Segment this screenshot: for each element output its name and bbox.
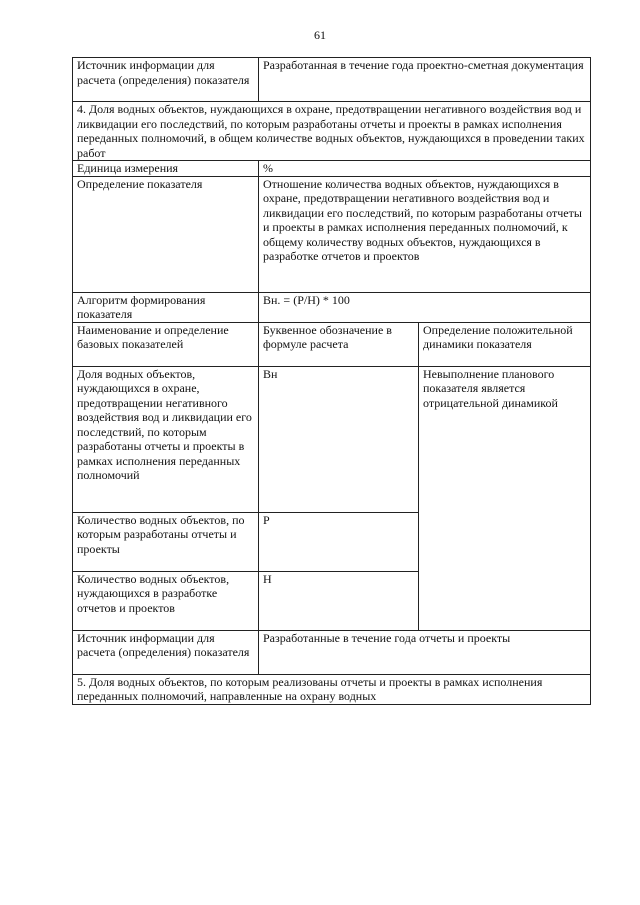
source-previous-value: Разработанная в течение года проектно-сметная документация — [259, 58, 591, 102]
base-p-symbol: Р — [259, 512, 419, 571]
base-vn-symbol: Вн — [259, 366, 419, 512]
table-row-base-header — [73, 322, 591, 366]
table-row-source-previous — [73, 58, 591, 102]
base-p-name: Количество водных объектов, по которым разработаны отчеты и проекты — [73, 512, 259, 571]
base-header-symbol: Буквенное обозначение в формуле расчета — [259, 322, 419, 366]
algorithm-formula: Вн. = (Р/Н) * 100 — [259, 292, 591, 322]
unit-value: % — [259, 161, 591, 177]
table-row-section-5 — [73, 674, 591, 704]
base-n-name: Количество водных объектов, нуждающихся в разработке отчетов и проектов — [73, 571, 259, 630]
source-previous-label: Источник информации для расчета (определения) показателя — [73, 58, 259, 102]
base-header-dynamics: Определение положительной динамики показателя — [419, 322, 591, 366]
section-4-title: 4. Доля водных объектов, нуждающихся в охране, предотвращении негативного воздействия вод и ликвидации его последствий, по которым разработаны отчеты и проекты в рамках исполнения переданных полномочий, в общем количестве водных объектов, нуждающихся в проведении таких работ — [73, 102, 591, 161]
base-vn-name: Доля водных объектов, нуждающихся в охране, предотвращении негативного воздействия вод и ликвидации его последствий, по которым разработаны отчеты и проекты в рамках исполнения переданных полномочий — [73, 366, 259, 512]
base-header-name: Наименование и определение базовых показателей — [73, 322, 259, 366]
table-row-definition — [73, 176, 591, 292]
base-dynamics: Невыполнение планового показателя является отрицательной динамикой — [419, 366, 591, 630]
table-row-unit — [73, 161, 591, 177]
algorithm-label: Алгоритм формирования показателя — [73, 292, 259, 322]
section-5-title: 5. Доля водных объектов, по которым реализованы отчеты и проекты в рамках исполнения переданных полномочий, направленные на охрану водных — [73, 674, 591, 704]
table-row-base-vn — [73, 366, 591, 512]
unit-label: Единица измерения — [73, 161, 259, 177]
definition-value: Отношение количества водных объектов, нуждающихся в охране, предотвращении негативного воздействия вод и ликвидации его последствий, по которым разработаны отчеты и проекты в рамках исполнения переданных полномочий, к общему количеству водных объектов, нуждающихся в разработке отчетов и проектов — [259, 176, 591, 292]
source-label: Источник информации для расчета (определения) показателя — [73, 630, 259, 674]
indicator-table — [72, 57, 591, 705]
table-row-source — [73, 630, 591, 674]
source-value: Разработанные в течение года отчеты и проекты — [259, 630, 591, 674]
base-n-symbol: Н — [259, 571, 419, 630]
page-number: 61 — [314, 28, 326, 42]
table-row-algorithm — [73, 292, 591, 322]
table-row-section-4 — [73, 102, 591, 161]
definition-label: Определение показателя — [73, 176, 259, 292]
